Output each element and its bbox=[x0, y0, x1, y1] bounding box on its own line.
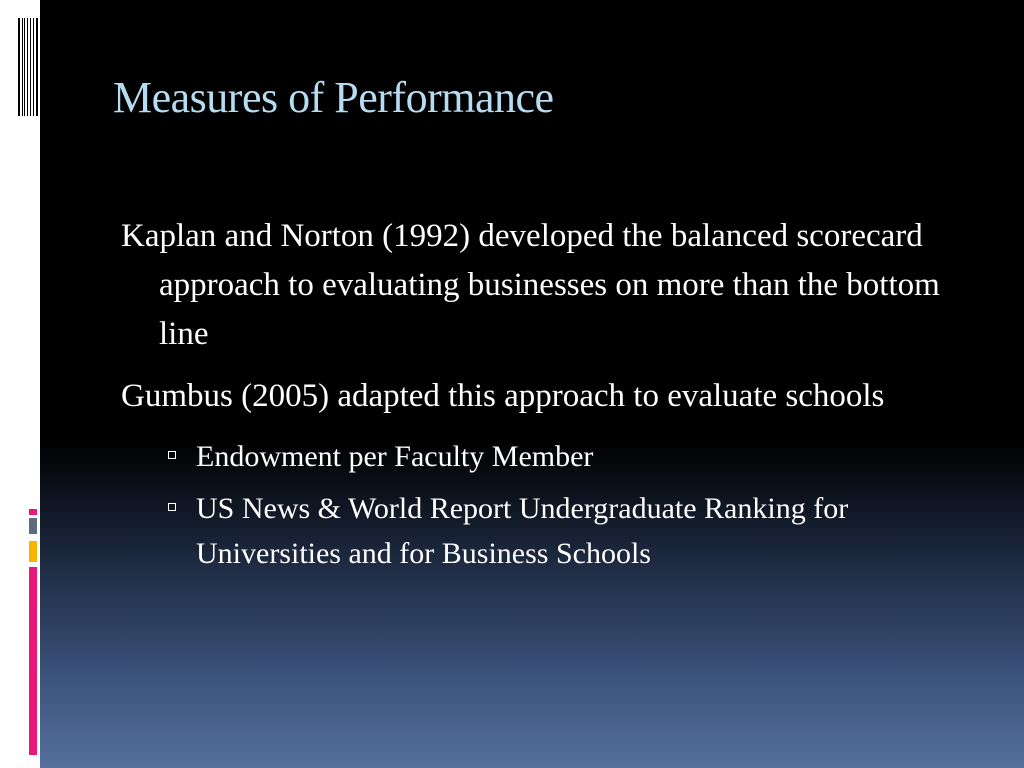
bullet-point: Kaplan and Norton (1992) developed the balanced scorecard approach to evaluating businesses on more than the bottom line bbox=[121, 218, 940, 352]
accent-bar-gray bbox=[29, 518, 37, 534]
slide-body bbox=[121, 212, 981, 583]
accent-bar-gold bbox=[29, 541, 37, 562]
hollow-square-icon bbox=[168, 451, 176, 459]
left-side-band bbox=[0, 0, 40, 768]
vertical-stripes-icon bbox=[18, 18, 38, 116]
accent-bar-pink bbox=[29, 567, 37, 755]
sub-bullet-text: Endowment per Faculty Member bbox=[196, 440, 594, 473]
sub-bullet-text: US News & World Report Undergraduate Ranking for Universities and for Business Schools bbox=[196, 492, 849, 570]
sub-bullet-point bbox=[121, 486, 981, 576]
slide-title: Measures of Performance bbox=[113, 73, 554, 122]
sub-bullet-point bbox=[121, 434, 981, 479]
hollow-square-icon bbox=[168, 503, 176, 511]
bullet-point: Gumbus (2005) adapted this approach to evaluate schools bbox=[121, 378, 885, 414]
accent-bar-pink-small bbox=[29, 509, 37, 515]
